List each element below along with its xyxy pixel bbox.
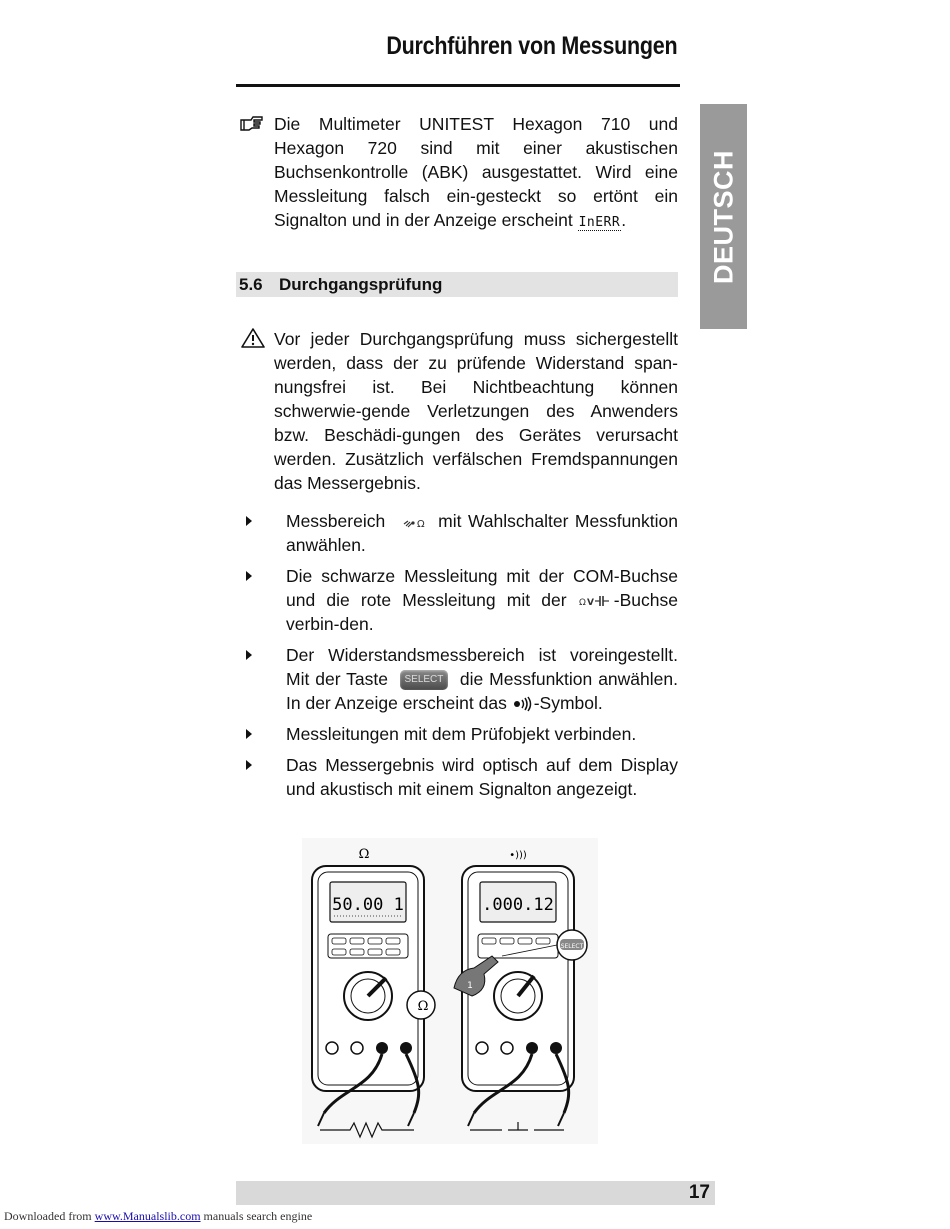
step-2-text: Die schwarze Messleitung mit der COM-Buchse und die rote Messleitung mit der [286,566,678,610]
page-header-title: Durchführen von Messungen [385,32,677,60]
pointing-hand-icon [240,114,264,132]
language-side-tab [700,104,747,329]
warning-text: Vor jeder Durchgangsprüfung muss sichergestellt werden, dass der zu prüfende Widerstand span-nungsfrei ist. Bei Nichtbeachtung können schwerwie-gende Verletzungen des Anwenders bzw. Beschädi-gungen des Gerätes verursacht werden. Zusätzlich verfälschen Fremdspannungen das Messergebnis. [274,329,678,493]
note-text [274,112,678,235]
step-1-text: Messbereich [286,511,386,531]
finger-step-number: 1 [467,981,473,991]
triangle-bullet-icon [246,516,252,526]
svg-text:Ω: Ω [416,519,425,531]
ohm-volt-capacitor-jack-icon [578,593,614,609]
continuity-ohm-icon [392,514,432,530]
download-attribution [4,1209,312,1224]
section-number: 5.6 [239,275,263,294]
right-multimeter [454,850,587,1130]
instruction-steps [240,509,680,808]
section-heading [236,272,678,297]
svg-text:Ω: Ω [578,598,586,609]
triangle-bullet-icon [246,760,252,770]
manualslib-link[interactable]: www.Manualslib.com [94,1209,201,1223]
left-knob-label: Ω [417,999,429,1014]
triangle-bullet-icon [246,650,252,660]
continuity-sound-icon [512,696,534,712]
warning-triangle-icon [240,327,266,349]
section-title: Durchgangsprüfung [279,275,443,294]
triangle-bullet-icon [246,571,252,581]
step-item [240,753,680,801]
right-display-value: .000.12 [482,895,554,915]
language-tab-label: DEUTSCH [708,149,738,284]
page-footer-bar [236,1181,715,1205]
select-button-icon: SELECT [400,670,448,690]
step-3-text-middle: die Messfunktion anwählen. In der Anzeige erscheint das [286,669,678,713]
step-text [286,509,678,557]
step-text [286,643,678,715]
page-number: 17 [688,1182,710,1203]
step-item [240,643,680,715]
step-3-text: Der Widerstandsmessbereich ist voreingestellt. Mit der Taste [286,645,678,689]
right-mode-label: •))) [509,850,527,861]
step-item [240,564,680,636]
left-display-value: 50.00 1 [332,895,404,915]
note-text-end: . [621,210,627,230]
download-suffix: manuals search engine [203,1209,313,1223]
display-error-code: InERR [578,215,621,230]
step-1-text-end: mit Wahlschalter Messfunktion anwählen. [286,511,678,555]
triangle-bullet-icon [246,729,252,739]
svg-text:V: V [586,598,594,609]
download-prefix: Downloaded from [4,1209,92,1223]
step-text [286,564,678,636]
right-select-callout: SELECT [560,943,584,950]
header-rule [236,84,680,87]
step-text: Das Messergebnis wird optisch auf dem Display und akustisch mit einem Signalton angezeigt. [286,755,678,799]
multimeter-illustration [302,838,598,1144]
step-2-text-end: -Buchse verbin-den. [286,590,678,634]
step-item [240,509,680,557]
left-mode-label: Ω [358,847,370,862]
step-item [240,722,680,746]
note-text-main: Die Multimeter UNITEST Hexagon 710 und Hexagon 720 sind mit einer akustischen Buchsenkontrolle (ABK) ausgestattet. Wird eine Messleitung falsch ein-gesteckt so ertönt ein Signalton und in der Anzeige erscheint [274,114,678,230]
step-3-text-end: -Symbol. [533,693,603,713]
step-text: Messleitungen mit dem Prüfobjekt verbinden. [286,724,637,744]
